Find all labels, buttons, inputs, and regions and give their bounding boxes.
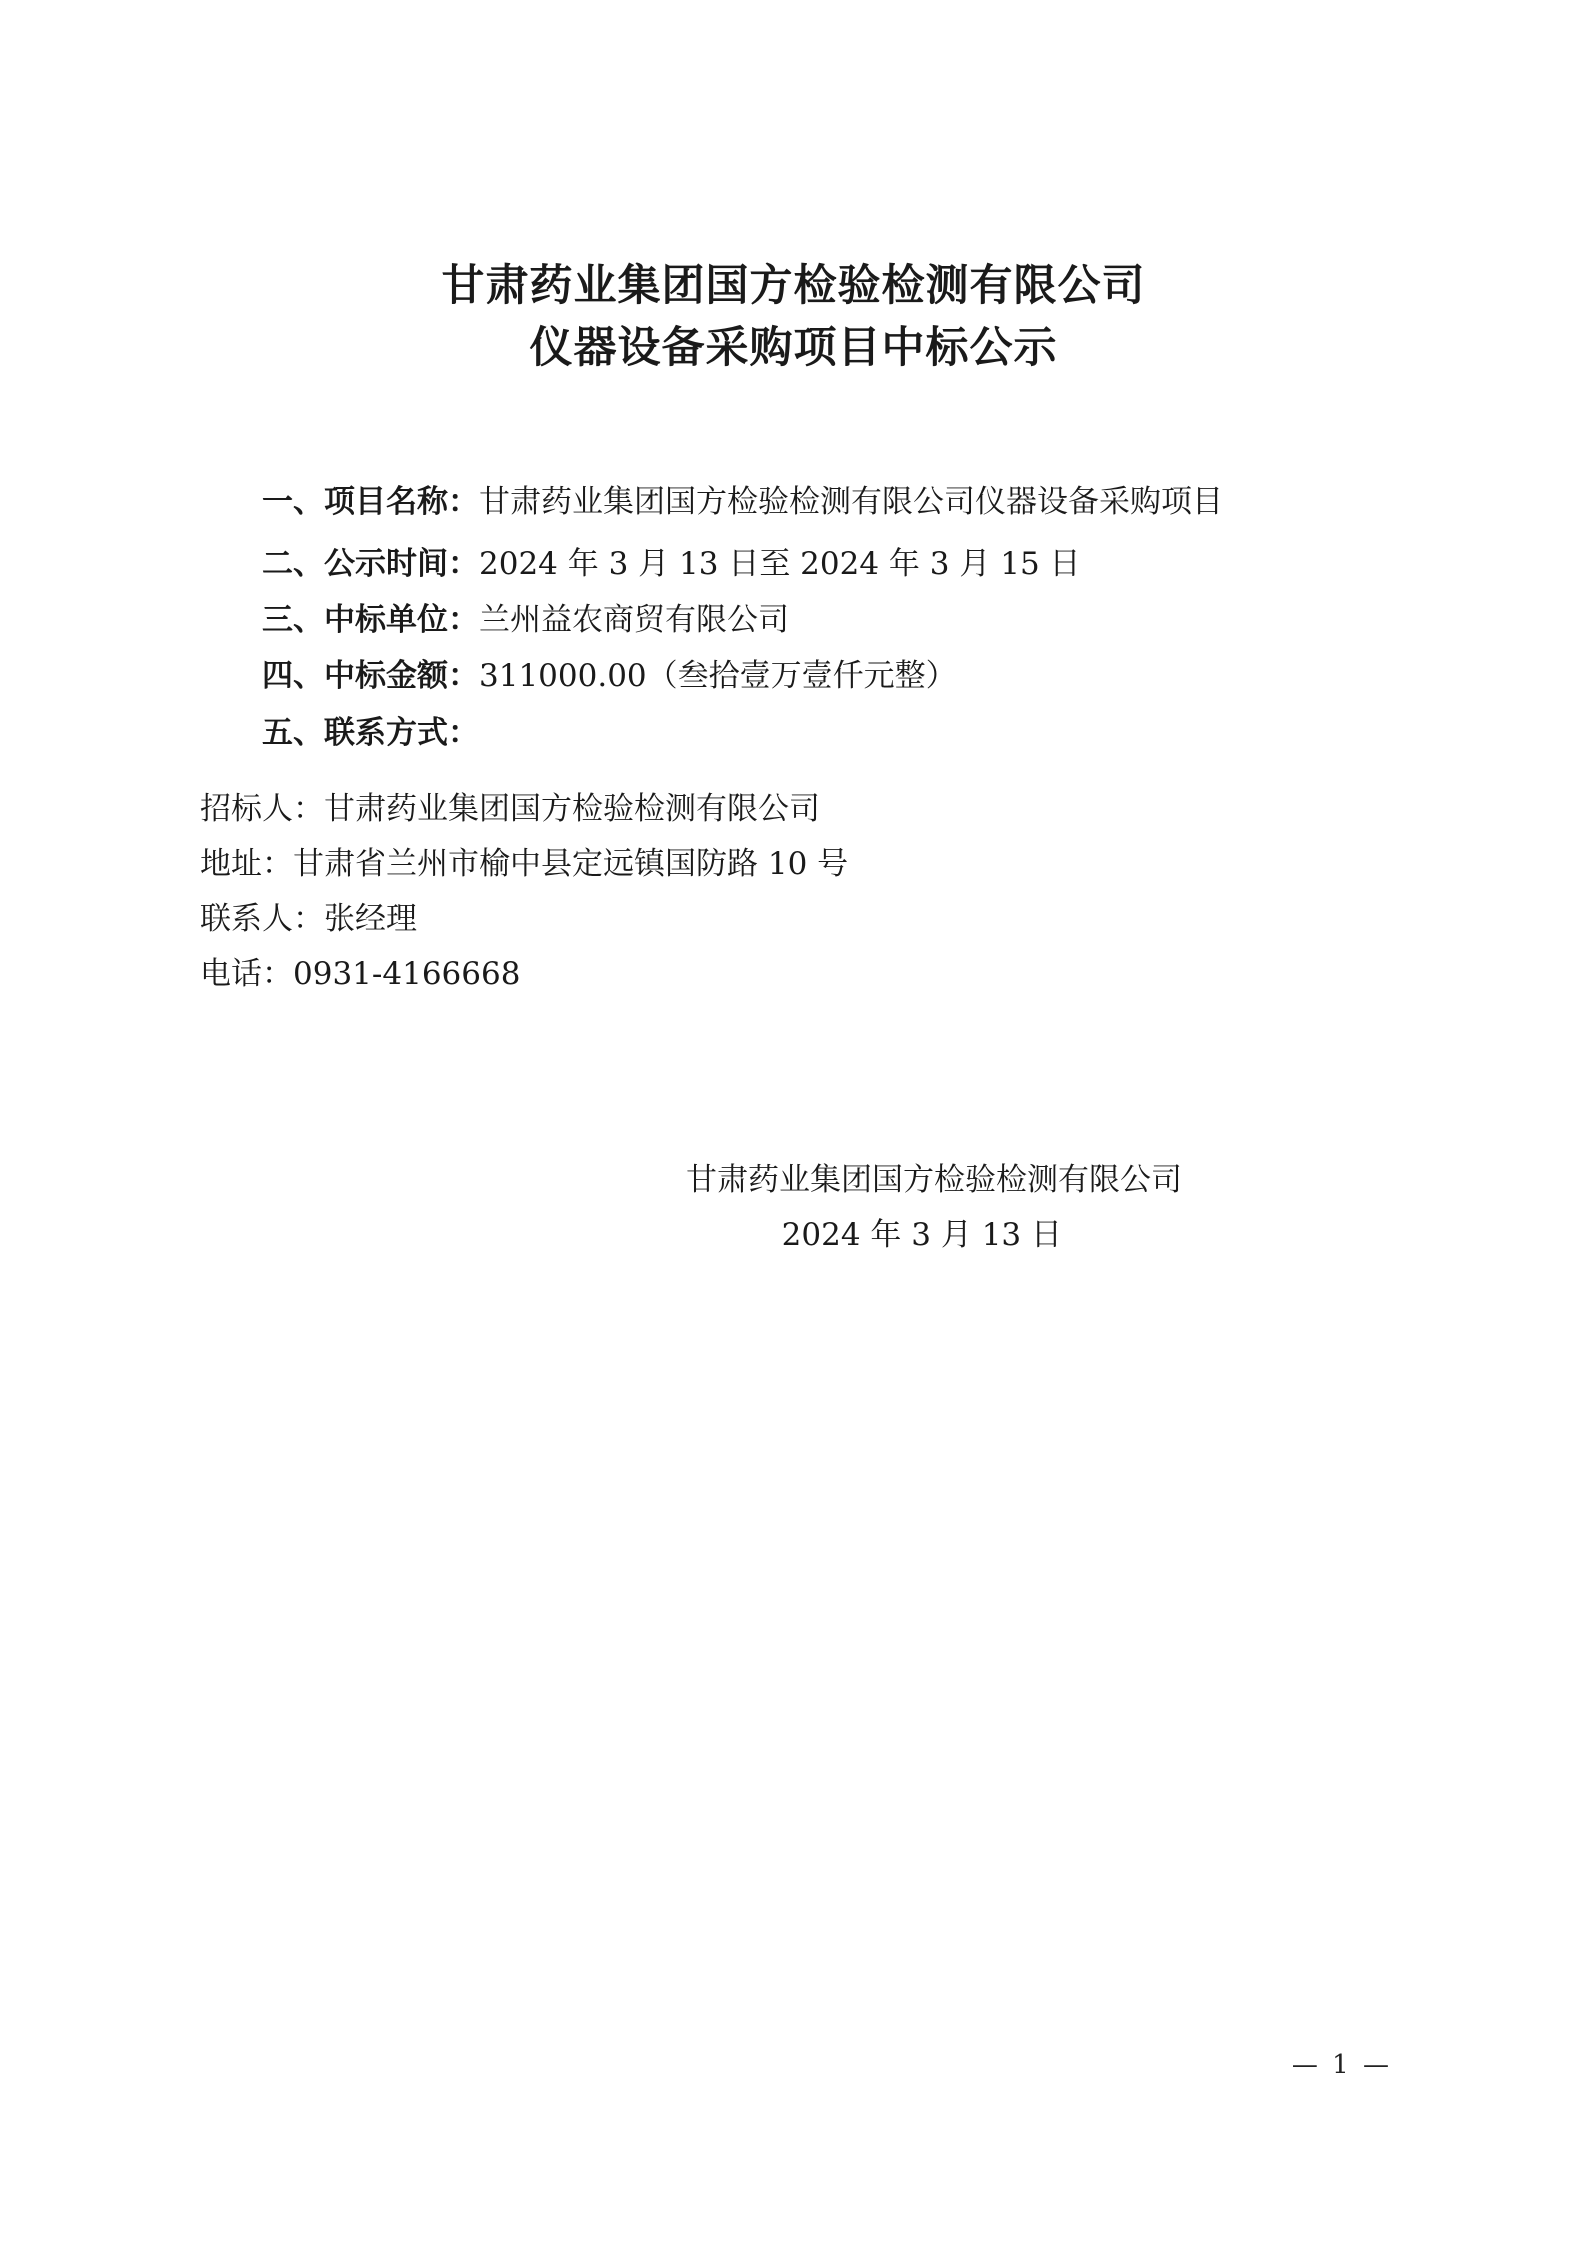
page-title <box>0 0 1587 380</box>
contact-address: 地址：甘肃省兰州市榆中县定远镇国防路 10 号 <box>200 846 849 883</box>
section-announcement-period <box>200 537 1397 591</box>
section-announcement-period-label: 二、公示时间： <box>262 545 479 582</box>
section-winning-bidder-value: 兰州益农商贸有限公司 <box>479 602 789 639</box>
contact-phone: 电话：0931-4166668 <box>200 956 521 993</box>
page-number: — 1 — <box>1291 2050 1392 2080</box>
section-winning-bidder <box>200 593 1397 647</box>
section-project-name-label: 一、项目名称： <box>262 483 479 520</box>
section-contact-heading-label: 五、联系方式： <box>262 714 479 751</box>
contact-details <box>200 782 1397 1003</box>
document-body <box>0 475 1587 1265</box>
section-winning-amount-value: 311000.00（叁拾壹万壹仟元整） <box>479 658 957 695</box>
title-line-1: 甘肃药业集团国方检验检测有限公司 <box>441 261 1146 311</box>
signature-block <box>200 1153 1397 1265</box>
section-announcement-period-value: 2024 年 3 月 13 日至 2024 年 3 月 15 日 <box>479 545 1081 582</box>
contact-person: 联系人：张经理 <box>200 901 417 938</box>
title-line-2: 仪器设备采购项目中标公示 <box>529 323 1058 374</box>
signature-date: 2024 年 3 月 13 日 <box>781 1217 1062 1254</box>
section-winning-amount-label: 四、中标金额： <box>262 658 479 695</box>
section-project-name-value: 甘肃药业集团国方检验检测有限公司仪器设备采购项目 <box>479 483 1223 520</box>
contact-tenderer: 招标人：甘肃药业集团国方检验检测有限公司 <box>200 790 820 827</box>
section-winning-amount <box>200 649 1397 703</box>
section-winning-bidder-label: 三、中标单位： <box>262 602 479 639</box>
section-contact-heading <box>200 706 1397 760</box>
section-project-name <box>200 475 1397 529</box>
signature-organization: 甘肃药业集团国方检验检测有限公司 <box>686 1161 1182 1198</box>
